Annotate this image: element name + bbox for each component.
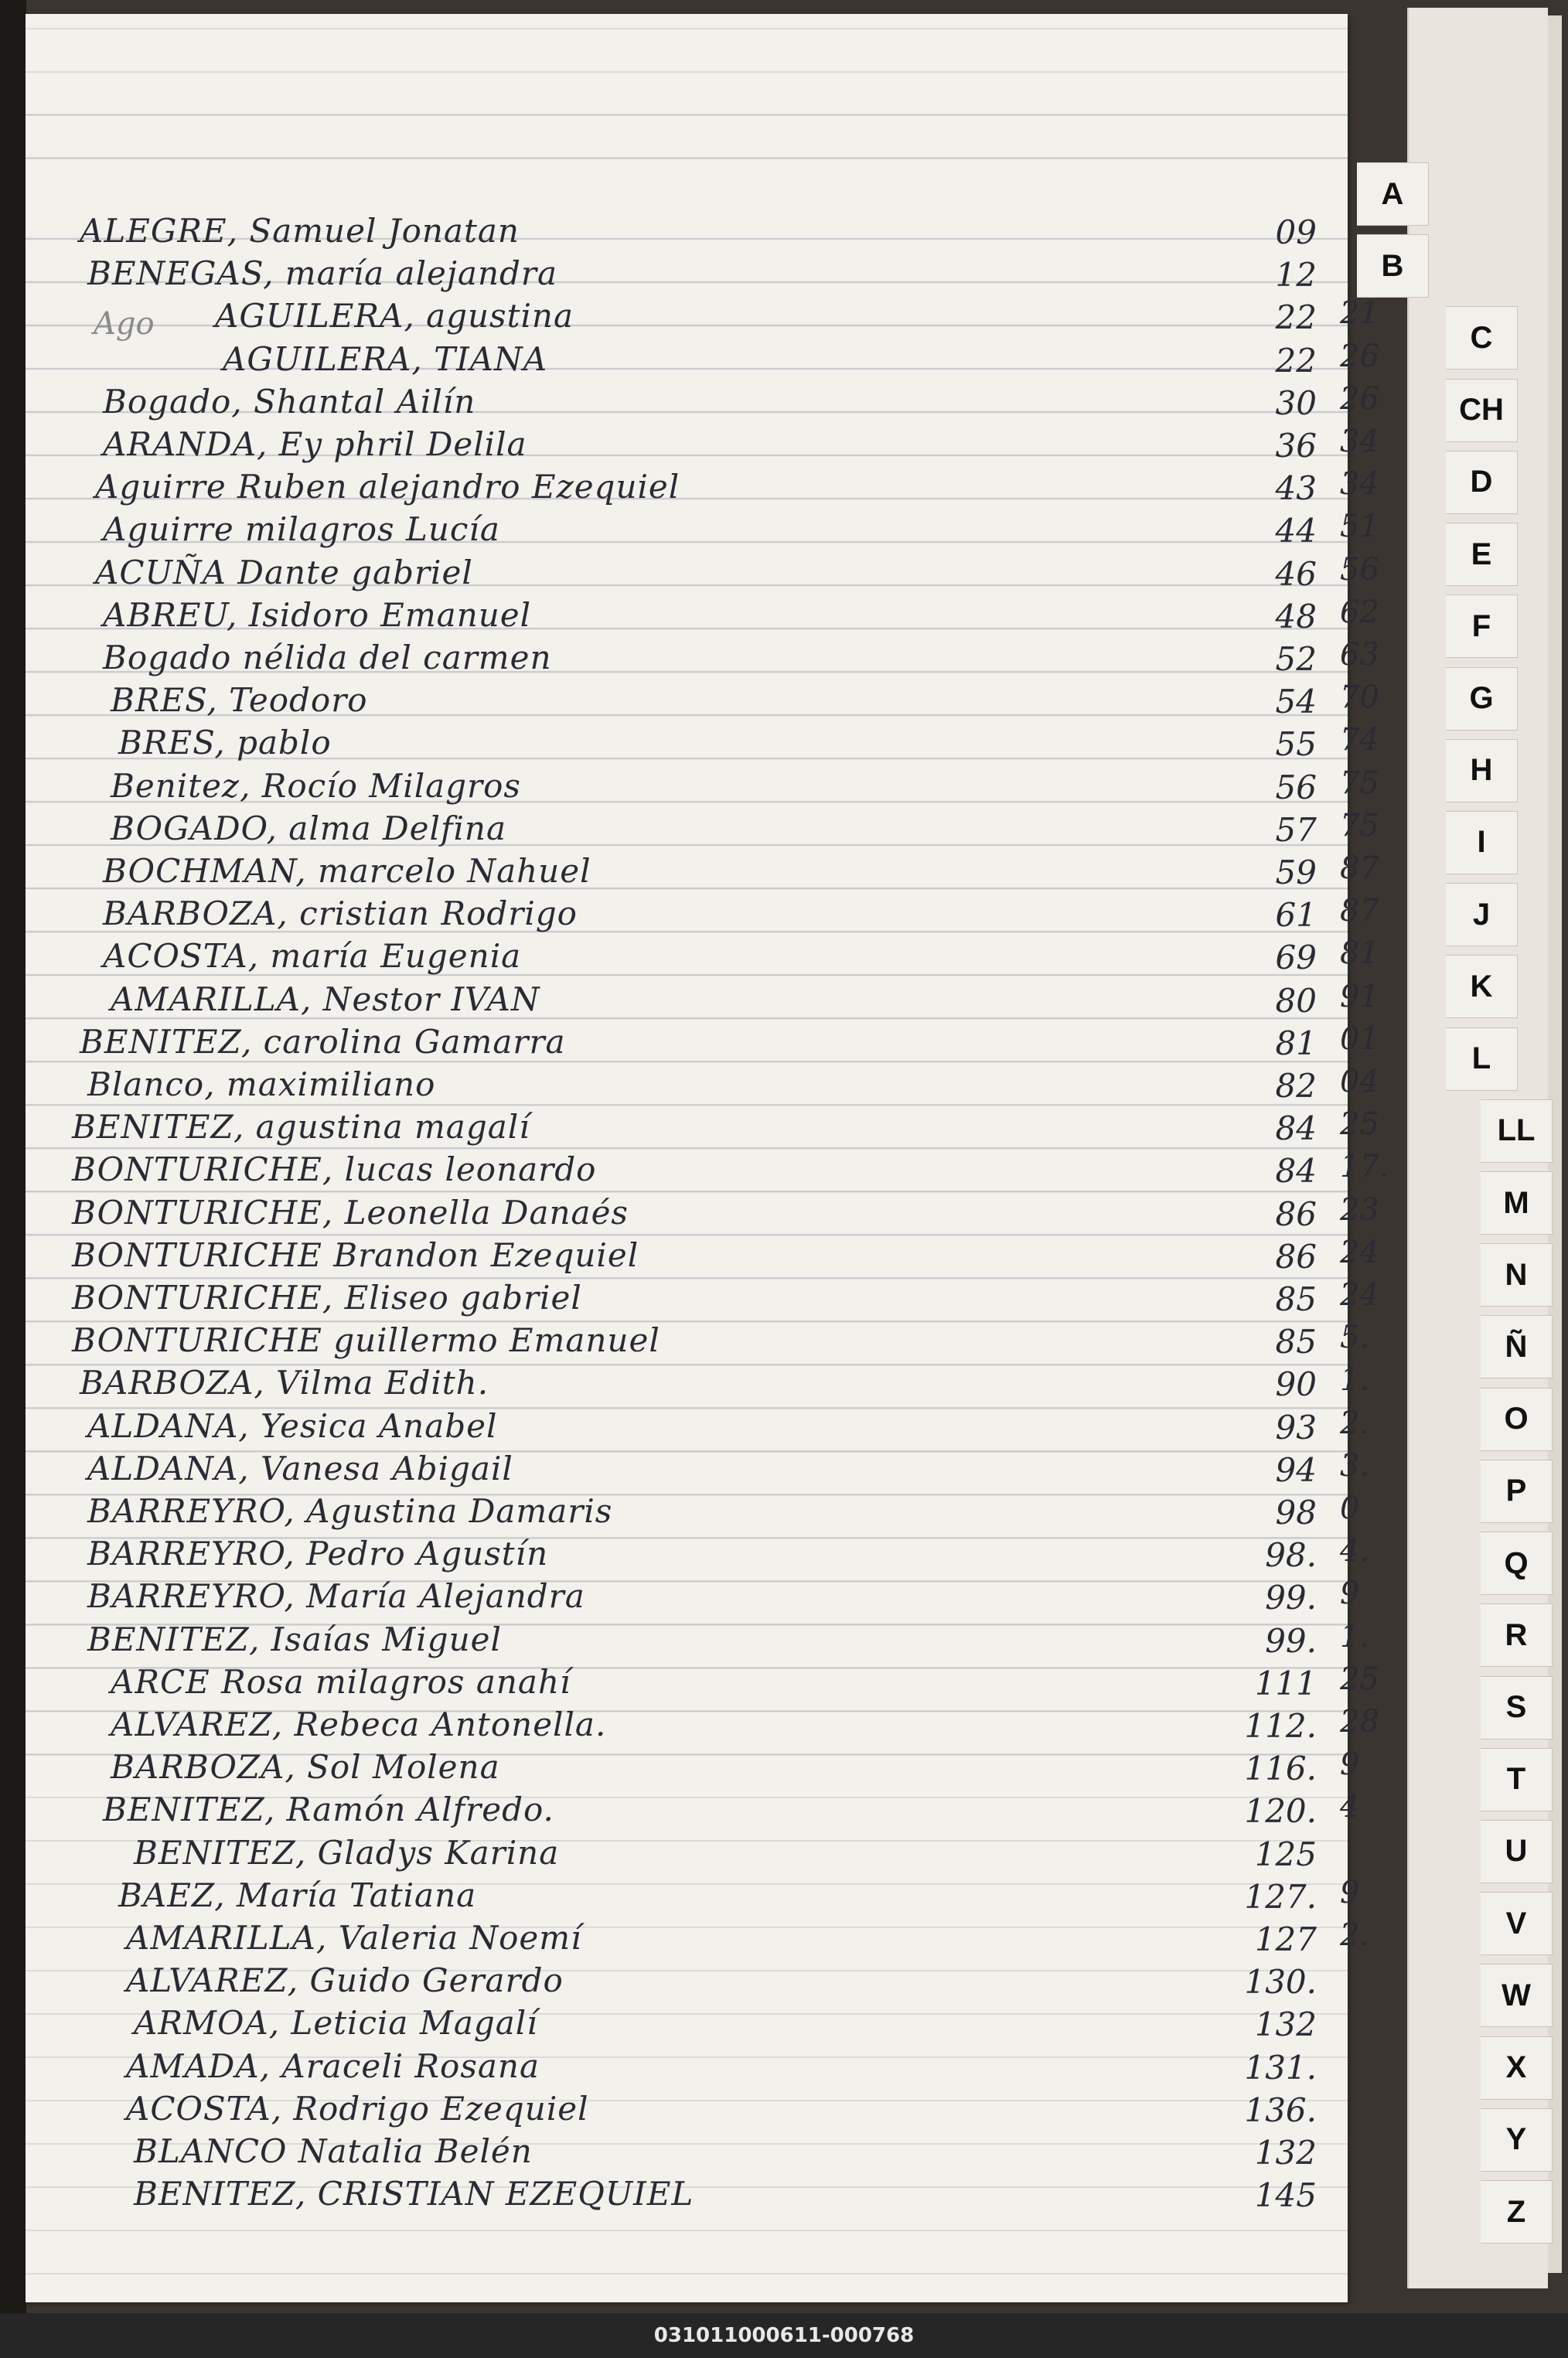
entry-page-number: 130. xyxy=(1244,1963,1317,2002)
entry-page-number: 82 xyxy=(1275,1067,1317,1105)
entry-name: BARBOZA, Sol Molena xyxy=(111,1748,500,1787)
entry-name: ARANDA, Ey phril Delila xyxy=(103,425,527,463)
entry-name: BARBOZA, cristian Rodrigo xyxy=(103,894,578,933)
entry-name: BARBOZA, Vilma Edith. xyxy=(80,1364,489,1402)
entry-page-number: 94 xyxy=(1275,1450,1317,1489)
entry-page-number: 99. xyxy=(1265,1621,1317,1660)
entry-page-number: 125 xyxy=(1254,1835,1317,1873)
entry-page-number: 12 xyxy=(1275,256,1317,295)
entry-second-number: 24 xyxy=(1340,1234,1379,1270)
entry-page-number: 85 xyxy=(1275,1323,1317,1361)
entry-second-number: 3. xyxy=(1340,1447,1370,1484)
entry-name: ABREU, Isidoro Emanuel xyxy=(103,595,532,634)
entry-page-number: 86 xyxy=(1275,1194,1317,1233)
ledger-page xyxy=(23,14,1389,2302)
tab-letter-16[interactable]: Ñ xyxy=(1481,1315,1553,1378)
tab-letter-14[interactable]: M xyxy=(1481,1171,1553,1235)
tab-letter-2[interactable]: C xyxy=(1446,306,1518,370)
entry-second-number: 70 xyxy=(1340,680,1379,716)
entry-name: BOCHMAN, marcelo Nahuel xyxy=(103,852,591,890)
entry-page-number: 90 xyxy=(1275,1365,1317,1404)
entry-page-number: 81 xyxy=(1275,1024,1317,1062)
entry-name: ACOSTA, maría Eugenia xyxy=(103,937,522,976)
entry-page-number: 36 xyxy=(1275,427,1317,465)
entry-name: ACOSTA, Rodrigo Ezequiel xyxy=(126,2089,589,2128)
entry-name: BLANCO Natalia Belén xyxy=(134,2132,533,2170)
tab-letter-6[interactable]: F xyxy=(1446,595,1518,658)
entry-name: BENITEZ, carolina Gamarra xyxy=(80,1022,566,1061)
entry-name: BENITEZ, Isaías Miguel xyxy=(87,1620,502,1658)
entry-name: AGUILERA, TIANA xyxy=(223,339,548,378)
tab-letter-10[interactable]: J xyxy=(1446,883,1518,946)
entry-name: BENITEZ, CRISTIAN EZEQUIEL xyxy=(134,2175,694,2213)
tab-letter-25[interactable]: W xyxy=(1481,1964,1553,2027)
entry-second-number: 74 xyxy=(1340,722,1379,758)
entry-second-number: 28 xyxy=(1340,1704,1379,1740)
tab-letter-24[interactable]: V xyxy=(1481,1892,1553,1955)
entry-name: BARREYRO, Pedro Agustín xyxy=(87,1535,549,1573)
tab-letter-27[interactable]: Y xyxy=(1481,2108,1553,2172)
tab-letter-18[interactable]: P xyxy=(1481,1460,1553,1523)
tab-letter-4[interactable]: D xyxy=(1446,451,1518,514)
tab-letter-15[interactable]: N xyxy=(1481,1243,1553,1307)
entry-second-number: 34 xyxy=(1340,424,1379,459)
tab-letter-8[interactable]: H xyxy=(1446,739,1518,802)
entry-second-number: 21 xyxy=(1340,295,1379,332)
entry-name: AMADA, Araceli Rosana xyxy=(126,2046,540,2085)
entry-page-number: 127. xyxy=(1244,1877,1317,1916)
entry-name: BENITEZ, Ramón Alfredo. xyxy=(103,1791,554,1829)
entry-page-number: 127 xyxy=(1254,1920,1317,1958)
entry-name: BONTURICHE, Eliseo gabriel xyxy=(72,1279,582,1317)
list-item xyxy=(26,2175,1340,2223)
entry-second-number: 0 xyxy=(1340,1491,1360,1526)
entry-page-number: 59 xyxy=(1275,854,1317,891)
entry-second-number: 9 xyxy=(1340,1874,1360,1910)
entry-second-number: 5. xyxy=(1340,1320,1370,1356)
entry-page-number: 44 xyxy=(1275,512,1317,550)
entry-second-number: 51 xyxy=(1340,509,1379,545)
entry-page-number: 84 xyxy=(1275,1152,1317,1191)
entry-second-number: 62 xyxy=(1340,594,1379,630)
tab-letter-13[interactable]: LL xyxy=(1481,1099,1553,1163)
entry-name: BARREYRO, María Alejandra xyxy=(87,1577,585,1616)
entry-page-number: 111 xyxy=(1254,1664,1317,1702)
entry-page-number: 48 xyxy=(1275,597,1317,636)
entry-name: AMARILLA, Nestor IVAN xyxy=(111,980,540,1018)
tab-letter-21[interactable]: S xyxy=(1481,1676,1553,1740)
entry-second-number: 23 xyxy=(1340,1191,1379,1228)
entry-name: BRES, pablo xyxy=(118,724,332,762)
entry-second-number: 2. xyxy=(1340,1405,1370,1441)
entry-second-number: 17. xyxy=(1340,1149,1389,1185)
entry-page-number: 145 xyxy=(1254,2176,1317,2215)
tab-letter-1[interactable]: B xyxy=(1357,234,1429,298)
entry-page-number: 98 xyxy=(1275,1494,1317,1532)
tab-letter-0[interactable]: A xyxy=(1357,162,1429,226)
entry-page-number: 98. xyxy=(1265,1536,1317,1575)
entry-second-number: 01 xyxy=(1340,1021,1379,1057)
tab-letter-26[interactable]: X xyxy=(1481,2036,1553,2100)
tab-letter-11[interactable]: K xyxy=(1446,955,1518,1018)
entry-page-number: 84 xyxy=(1275,1109,1317,1148)
entry-name: BENITEZ, Gladys Karina xyxy=(134,1833,560,1872)
entry-name: AMARILLA, Valeria Noemí xyxy=(126,1919,582,1957)
entry-second-number: 81 xyxy=(1340,935,1379,972)
entry-page-number: 136. xyxy=(1244,2091,1317,2129)
tab-letter-12[interactable]: L xyxy=(1446,1027,1518,1091)
entry-second-number: 4 xyxy=(1340,1789,1360,1825)
entry-page-number: 80 xyxy=(1275,981,1317,1020)
entry-page-number: 132 xyxy=(1254,2005,1317,2044)
entry-second-number: 56 xyxy=(1340,551,1379,588)
tab-letter-5[interactable]: E xyxy=(1446,523,1518,586)
tab-letter-9[interactable]: I xyxy=(1446,811,1518,874)
entry-name: ARCE Rosa milagros anahí xyxy=(111,1662,571,1701)
entry-name: BOGADO, alma Delfina xyxy=(111,809,507,847)
entry-second-number: 9 xyxy=(1340,1746,1360,1783)
entry-second-number: 25 xyxy=(1340,1661,1379,1697)
entry-page-number: 69 xyxy=(1275,939,1317,977)
entry-page-number: 57 xyxy=(1275,810,1317,849)
entry-name: BENITEZ, agustina magalí xyxy=(72,1108,530,1147)
entry-page-number: 52 xyxy=(1275,640,1317,678)
entry-page-number: 86 xyxy=(1275,1237,1317,1276)
entry-second-number: 4. xyxy=(1340,1533,1370,1569)
entry-page-number: 22 xyxy=(1275,341,1317,380)
entry-page-number: 132 xyxy=(1254,2134,1317,2172)
tab-letter-7[interactable]: G xyxy=(1446,667,1518,731)
document-id-footer: 031011000611-000768 xyxy=(0,2313,1568,2358)
entry-name: Aguirre milagros Lucía xyxy=(103,510,500,549)
entry-name: ALDANA, Vanesa Abigail xyxy=(87,1449,513,1487)
entry-name: BONTURICHE Brandon Ezequiel xyxy=(72,1235,639,1274)
entry-second-number: 1. xyxy=(1340,1362,1370,1399)
entry-second-number: 87 xyxy=(1340,850,1379,886)
entry-name: ACUÑA Dante gabriel xyxy=(95,553,473,591)
entry-name: BAEZ, María Tatiana xyxy=(118,1876,477,1914)
entry-page-number: 99. xyxy=(1265,1579,1317,1617)
entry-second-number: 91 xyxy=(1340,978,1379,1014)
entry-page-number: 112. xyxy=(1244,1707,1317,1745)
entry-name: BRES, Teodoro xyxy=(111,681,368,720)
entry-second-number: 04 xyxy=(1340,1064,1379,1099)
entry-page-number: 93 xyxy=(1275,1408,1317,1446)
entry-second-number: 87 xyxy=(1340,893,1379,929)
entry-name: ALDANA, Yesica Anabel xyxy=(87,1406,498,1445)
entry-second-number: 1. xyxy=(1340,1618,1370,1654)
entry-name: BARREYRO, Agustina Damaris xyxy=(87,1492,613,1530)
tab-letter-28[interactable]: Z xyxy=(1481,2180,1553,2244)
entry-second-number: 26 xyxy=(1340,380,1379,417)
entry-name: ALVAREZ, Guido Gerardo xyxy=(126,1961,564,2000)
entry-second-number: 63 xyxy=(1340,637,1379,673)
entry-name: Blanco, maximiliano xyxy=(87,1065,436,1103)
entry-page-number: 55 xyxy=(1275,725,1317,764)
entry-name: Bogado nélida del carmen xyxy=(103,639,552,676)
entry-page-number: 116. xyxy=(1244,1750,1317,1788)
entry-page-number: 120. xyxy=(1244,1792,1317,1831)
entry-name: ALEGRE, Samuel Jonatan xyxy=(80,212,520,250)
entry-second-number: 75 xyxy=(1340,765,1379,801)
entry-name: AGUILERA, agustina xyxy=(215,297,574,336)
entry-second-number: 25 xyxy=(1340,1106,1379,1143)
tab-letter-22[interactable]: T xyxy=(1481,1748,1553,1811)
tab-letter-19[interactable]: Q xyxy=(1481,1532,1553,1595)
entry-page-number: 43 xyxy=(1275,469,1317,508)
pencil-margin-note: Ago xyxy=(94,306,155,342)
entry-second-number: 26 xyxy=(1340,338,1379,374)
entry-second-number: 9 xyxy=(1340,1576,1360,1612)
entry-name: BENEGAS, maría alejandra xyxy=(87,254,558,293)
entry-name: BONTURICHE guillermo Emanuel xyxy=(72,1321,660,1360)
entry-second-number: 75 xyxy=(1340,807,1379,843)
entry-page-number: 22 xyxy=(1275,298,1317,337)
entry-name: BONTURICHE, lucas leonardo xyxy=(72,1150,597,1189)
tab-letter-17[interactable]: O xyxy=(1481,1388,1553,1451)
tab-letter-23[interactable]: U xyxy=(1481,1820,1553,1883)
notebook-spine xyxy=(0,0,26,2313)
entry-page-number: 61 xyxy=(1275,896,1317,935)
entry-name: BONTURICHE, Leonella Danaés xyxy=(72,1193,629,1232)
tab-letter-3[interactable]: CH xyxy=(1446,379,1518,442)
entry-name: Aguirre Ruben alejandro Ezequiel xyxy=(95,468,680,506)
entry-page-number: 131. xyxy=(1244,2048,1317,2087)
entry-page-number: 09 xyxy=(1275,213,1317,251)
entry-name: ALVAREZ, Rebeca Antonella. xyxy=(111,1705,607,1743)
entry-page-number: 30 xyxy=(1275,383,1317,422)
entry-name: ARMOA, Leticia Magalí xyxy=(134,2004,538,2043)
entry-second-number: 2. xyxy=(1340,1917,1370,1953)
entry-page-number: 85 xyxy=(1275,1280,1317,1318)
entry-name: Benitez, Rocío Milagros xyxy=(111,766,521,805)
entry-second-number: 34 xyxy=(1340,466,1379,503)
tab-letter-20[interactable]: R xyxy=(1481,1603,1553,1667)
entry-second-number: 24 xyxy=(1340,1277,1379,1313)
entry-page-number: 56 xyxy=(1275,768,1317,806)
entry-page-number: 54 xyxy=(1275,683,1317,721)
entry-name: Bogado, Shantal Ailín xyxy=(103,382,476,421)
entry-page-number: 46 xyxy=(1275,554,1317,593)
